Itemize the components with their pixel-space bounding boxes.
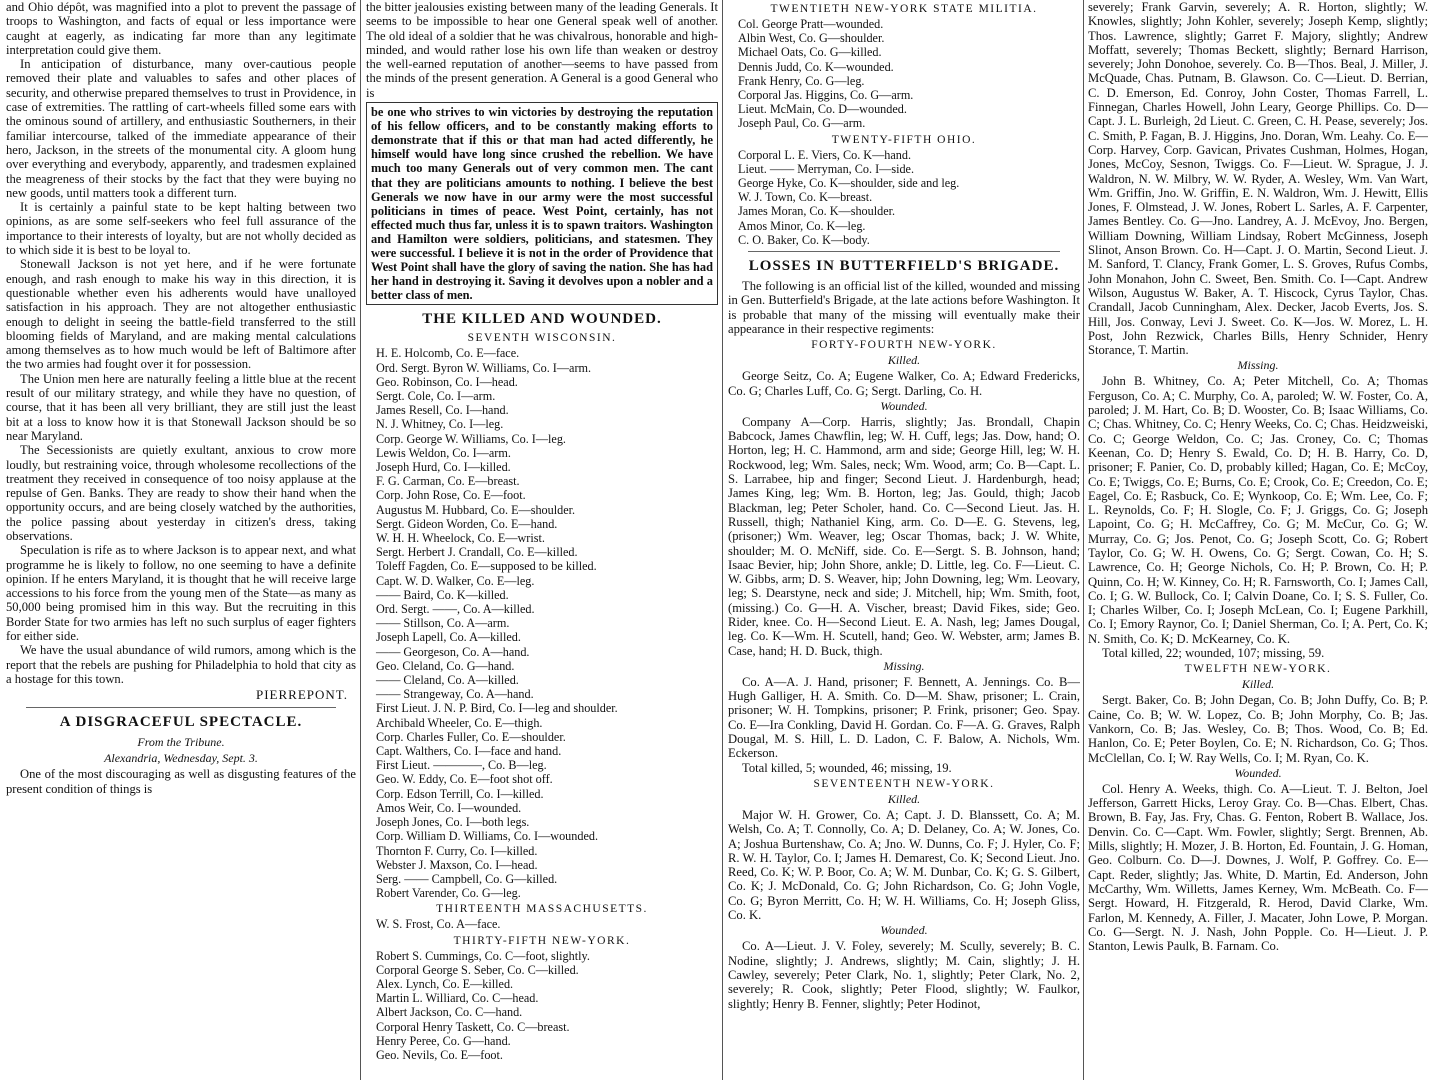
subheading-wounded: Wounded. — [880, 398, 928, 413]
column-3 — [728, 0, 1080, 1080]
regiment-heading: SEVENTH WISCONSIN. — [467, 332, 617, 345]
casualty-entry: —— Baird, Co. K—killed. — [376, 587, 509, 602]
casualty-entry: Frank Henry, Co. G—leg. — [738, 73, 865, 88]
paragraph: Major W. H. Grower, Co. A; Capt. J. D. Blanssett, Co. A; M. Welsh, Co. A; T. Connolly, Co. A; D. Delaney, Co. A; W. Jones, Co. A; Joshua Burtenshaw, Co. A; Jno. W. Dunns, Co. F; J. Hyler, Co. F; R. W. H. Taylor, Co. I; James H. Demarest, Co. K; Second Lieut. Jno. Reed, Co. K; W. P. Boor, Co. A; W. M. Dunbar, Co. K; G. S. Gilbert, Co. K; J. McDonald, Co. G; John Richardson, Co. G; John Vogle, Co. G; Byron Merritt, Co. H; W. H. Williams, Co. H; Joseph Gliss, Co. K. — [728, 807, 1080, 923]
paragraph: the bitter jealousies existing between many of the leading Generals. It seems to be impossible to hear one General speak well of another. The old ideal of a soldier that he was chivalrous, honorable and high-minded, and would rather lose his own life than weaken or destroy the well-earned reputation of another—seems to have passed from the minds of the present generation. A General is a good General who is — [366, 0, 718, 100]
article-source: From the Tribune. — [137, 735, 225, 750]
paragraph: Col. Henry A. Weeks, thigh. Co. A—Lieut. T. J. Belton, Joel Jefferson, Garrett Hicks, Leroy Gray. Co. B—Chas. Elbert, Chas. Brown, B. Fay, Jas. Fry, Chas. G. Fenton, Robert B. Wallace, Jos. Denvin. Co. C—Capt. Wm. Fowler, slightly; Sergt. Brennen, Ab. Mills, slightly; H. Mozer, J. B. Horton, Ed. Fountain, J. G. Homan, Geo. Colburn. Co. D—J. Downes, J. Wolf, P. Goffrey. Co. E—Capt. Reder, slightly; Jas. White, D. Martin, Ed. Anderson, John McCarthy, Wm. Willetts, James Kerney, Wm. McBeath. Co. F—Sergt. Howard, H. Fitzgerald, R. Herod, David Clarke, Wm. Farlon, M. Kennedy, A. Filler, J. Macater, John Lowe, P. Morgan. Co. G—Sergt. N. J. Nash, John Popple. Co. H—Lieut. J. P. Stanton, Lewis Paulk, B. Farnam. Co. — [1088, 781, 1428, 954]
article-heading: A DISGRACEFUL SPECTACLE. — [59, 714, 303, 731]
total-line: Total killed, 22; wounded, 107; missing, 59. — [1102, 646, 1325, 661]
regiment-heading: SEVENTEENTH NEW-YORK. — [813, 777, 995, 790]
casualty-entry: Toleff Fagden, Co. E—supposed to be killed. — [376, 559, 597, 574]
casualty-entry: Geo. Robinson, Co. I—head. — [376, 374, 518, 389]
casualty-entry: Alex. Lynch, Co. E—killed. — [376, 976, 514, 991]
casualty-entry: Ord. Sergt. ——, Co. A—killed. — [376, 602, 535, 617]
casualty-entry: Corp. George W. Williams, Co. I—leg. — [376, 431, 566, 446]
column-4 — [1088, 0, 1428, 1080]
casualty-list — [366, 949, 718, 1063]
paragraph: Co. A—Lieut. J. V. Foley, severely; M. Scully, severely; B. C. Nodine, slightly; J. Andrews, slightly; M. Cain, slightly; J. H. Cawley, severely; Peter Clark, No. 1, slightly; Peter Clark, No. 2, severely; R. Cook, slightly; Peter Flood, slightly; W. Faulkor, slightly; Henry B. Fenner, slightly; Peter Hodinot, — [728, 939, 1080, 1011]
paragraph: Speculation is rife as to where Jackson is to appear next, and what programme he is likely to follow, no one seeming to have a definite opinion. If he enters Maryland, it is thought that he will receive large accessions to his force from the young men of the State—as many as 50,000 being promised him in this way. But the recruiting in this Border State for two armies has left no such surplus of eager fighters for either side. — [6, 543, 356, 644]
divider — [748, 251, 1060, 252]
casualty-entry: W. H. H. Wheelock, Co. E—wrist. — [376, 531, 545, 546]
casualty-entry: Col. George Pratt—wounded. — [738, 17, 884, 31]
paragraph: We have the usual abundance of wild rumors, among which is the report that the rebels are pushing for Philadelphia to hold that city as a hostage for this town. — [6, 643, 356, 686]
paragraph: be one who strives to win victories by destroying the reputation of his fellow officers, and to be constantly making efforts to demonstrate that if this or that man had acted differently, he himself would have long since crushed the rebellion. We have much too many Generals out of very common men. The cant that they are politicians amounts to nothing. I believe the best Generals we now have in our army were the most successful politicians in times of peace. West Point, certainly, has not effected much thus far, unless it is to spawn traitors. Washington and Hamilton were soldiers, politicians, and statesmen. They were successful. I believe it is not in the order of Providence that West Point shall have the glory of saving the nation. She has had her hand in destroying it. Saving it devolves upon a nobler and a better class of men. — [371, 105, 713, 303]
column-rule — [1083, 0, 1084, 1080]
casualty-entry: James Moran, Co. K—shoulder. — [738, 204, 896, 219]
casualty-entry: Lieut. McMain, Co. D—wounded. — [738, 102, 907, 117]
regiment-heading: FORTY-FOURTH NEW-YORK. — [811, 339, 997, 352]
regiment-heading: TWENTY-FIFTH OHIO. — [831, 133, 977, 146]
casualty-entry: Dennis Judd, Co. K—wounded. — [738, 59, 894, 74]
casualty-entry: C. O. Baker, Co. K—body. — [738, 232, 870, 247]
paragraph: Stonewall Jackson is not yet here, and if he were fortunate enough, and rash enough to make his way in this direction, it is questionable whether even his adherents would have unalloyed satisfaction in his approach. They are not altogether enthusiastic enough to delight in seeing the battle-field transferred to the still blooming fields of Maryland, and are making mental calculations among themselves as to how much would be left of Baltimore after the two armies had fought over it for possession. — [6, 257, 356, 372]
casualty-entry: —— Georgeson, Co. A—hand. — [376, 644, 530, 659]
subheading-wounded: Wounded. — [880, 923, 928, 938]
paragraph: severely; Frank Garvin, severely; A. R. Horton, slightly; W. Knowles, slightly; John Kohler, severely; Joseph Kemp, slightly; Thos. Lawrence, slightly; Garret F. Majory, slightly; Andrew Moffatt, severely; Thomas Beckett, slightly; Bernard Harrison, severely; John Donohoe, severely. Co. B—Thos. Beal, J. Miller, J. McQuade, Chas. Putnam, B. Glawson. Co. C—Lieut. D. Berrian, C. D. Emerson, Ed. Conroy, John Coster, Thomas Farrell, L. Finnegan, Charles Howell, John Leary, George Phillips. Co. D—Capt. J. L. Burleigh, 2d Lieut. C. Green, C. H. Pease, severely; Jos. C. Smith, P. Fagan, B. J. Higgins, Jno. Doran, Wm. Leahy. Co. E—Corp. Harvey, Corp. Gavican, Privates Cushman, Holmes, Hogan, Jones, McCoy, Sesnon, Twiggs. Co. F—Lieut. W. Sprague, J. J. Waldron, N. W. Milbry, W. W. Ryder, A. Wesley, Wm. Van Wart, Wm. Griffin, Jno. W. Griffin, E. N. Waldron, Wm. J. Hewitt, Ellis Jones, F. Olmstead, J. W. Jones, Robert L. Sarles, A. F. Carpenter, James Bentley. Co. G—Jno. Landrey, A. J. McEvoy, Jno. Bergen, William Downing, William Lindsay, Robert McGinness, Joseph Slinot, Anson Brown. Co. H—Capt. J. O. Martin, Second Lieut. J. M. Sanford, T. Clancy, Frank Gomer, L. S. Groves, Rufus Combs, John Monahon, John C. Sweet, Ben. Smith. Co. I—Capt. Andrew Wilson, Augustus W. Baker, A. T. Hiscock, Cyrus Taylor, Chas. Crandall, Jacob Cunningham, Alex. Decker, Jacob Everts, Jos. S. Hill, Jos. Conway, Levi J. Sweet. Co. K—Jos. W. Morez, L. H. Post, John Rezwick, Charles Bills, Henry Schnider, Henry Storance, T. Martin. — [1088, 0, 1428, 358]
paragraph: The Secessionists are quietly exultant, anxious to crow more loudly, but restraining voice, through wholesome recollections of the treatment they received in consequence of too noisy applause at the repulse of Gen. Banks. They are ready to show their hand when the opportunity occurs, and are being closely watched by the authorities, the police passing about yesterday in citizen's dress, taking observations. — [6, 443, 356, 543]
casualty-entry: F. G. Carman, Co. E—breast. — [376, 474, 520, 489]
casualty-entry: Corp. Edson Terrill, Co. I—killed. — [376, 786, 544, 801]
casualty-entry: Corporal Jas. Higgins, Co. G—arm. — [738, 88, 914, 103]
subheading-missing: Missing. — [1237, 358, 1279, 373]
casualty-entry: Corporal L. E. Viers, Co. K—hand. — [738, 147, 912, 162]
casualty-list — [366, 917, 718, 931]
subheading-missing: Missing. — [883, 658, 925, 673]
casualty-entry: Amos Minor, Co. K—leg. — [738, 218, 866, 233]
paragraph: It is certainly a painful state to be kept halting between two opinions, as are some self-seekers who feel full assurance of the importance to their interests of loyalty, but are not wholly decided as to which side it is best to be loyal to. — [6, 200, 356, 258]
casualty-entry: Joseph Jones, Co. I—both legs. — [376, 815, 530, 830]
paragraph: Sergt. Baker, Co. B; John Degan, Co. B; John Duffy, Co. B; P. Caine, Co. B; W. W. Lopez, Co. B; John Morphy, Co. B; Jas. Vankorn, Co. B; Jas. Wesley, Co. B; Thos. Wood, Co. B; Ed. Hanlon, Co. E; Peter Boylen, Co. E; N. Richardson, Co. G; Thos. McClellan, Co. I; W. Ray Wells, Co. I; M. Ryan, Co. K. — [1088, 693, 1428, 765]
casualty-entry: W. S. Frost, Co. A—face. — [376, 917, 501, 932]
casualty-entry: Martin L. Williard, Co. C—head. — [376, 991, 539, 1006]
casualty-entry: Robert S. Cummings, Co. C—foot, slightly. — [376, 948, 590, 963]
casualty-entry: Geo. W. Eddy, Co. E—foot shot off. — [376, 772, 553, 787]
regiment-heading: THIRTEENTH MASSACHUSETTS. — [436, 903, 648, 916]
casualty-entry: —— Strangeway, Co. A—hand. — [376, 687, 534, 702]
paragraph: John B. Whitney, Co. A; Peter Mitchell, Co. A; Thomas Ferguson, Co. A; C. Murphy, Co. A, paroled; W. W. Foster, Co. A, paroled; J. M. Hart, Co. B; D. Wooster, Co. B; Isaac Williams, Co. C; Chas. Whitney, Co. C; Henry Weeks, Co. C; Chas. Heidzweiski, Co. C; George Weldon, Co. C; Jas. Croney, Co. C; Thomas Keenan, Co. D; Henry S. Ewald, Co. D; H. B. Harry, Co. D, prisoner; F. Panier, Co. D, probably killed; Hagan, Co. E; McCoy, Co. E; Twiggs, Co. E; Burns, Co. E; Crook, Co. E; Creedon, Co. E; Eagel, Co. E; Rasbuck, Co. E; Wynkoop, Co. E; Wm. Lee, Co. F; L. Reynolds, Co. F; H. Slogle, Co. F; J. Griggs, Co. G; Joseph Lapoint, Co. G; H. McCaffrey, Co. G; M. McCur, Co. G; W. Murray, Co. G; Jos. Penot, Co. G; Joseph Scott, Co. G; Robert Taylor, Co. G; W. H. Owens, Co. G; Sergt. Cowan, Co. H; S. Lawrence, Co. H; George Nichols, Co. H; P. Brown, Co. H; P. Quinn, Co. H; W. Kinney, Co. H; R. Farnsworth, Co. I; James Call, Co. I; G. W. Bullock, Co. I; Calvin Doane, Co. I; S. S. Fuller, Co. I; Charles Wilber, Co. I; Joseph McLean, Co. I; Eugene Parkhill, Co. I; Emory Raynor, Co. I; Daniel Sherman, Co. I; A. Pert, Co. K; N. Smith, Co. K; D. McKearney, Co. K. — [1088, 374, 1428, 646]
paragraph: Co. A—A. J. Hand, prisoner; F. Bennett, A. Jennings. Co. B—Hugh Galliger, H. A. Smith. Co. D—M. Shaw, prisoner; L. Crain, prisoner; W. H. Tompkins, prisoner; P. Frink, prisoner; Geo. Spay. Co. E—Ira Conkling, David H. Gordan. Co. F—A. G. Graves, Ralph Dougal, M. S. Hill, L. D. Ladon, C. F. Balow, A. Nichols, Wm. Eckerson. — [728, 674, 1080, 761]
casualty-entry: Albert Jackson, Co. C—hand. — [376, 1005, 523, 1020]
regiment-heading: THIRTY-FIFTH NEW-YORK. — [453, 934, 631, 947]
casualty-entry: Capt. Walthers, Co. I—face and hand. — [376, 744, 562, 759]
casualty-entry: First Lieut. ————, Co. B—leg. — [376, 758, 547, 773]
paragraph: and Ohio dépôt, was magnified into a plot to prevent the passage of troops to Washington, and facts of equal or less importance were caught at eagerly, as indicating far more than any legitimate interpretation could give them. — [6, 0, 356, 57]
casualty-entry: Robert Varender, Co. G—leg. — [376, 886, 521, 901]
casualty-entry: Serg. —— Campbell, Co. G—killed. — [376, 871, 558, 886]
casualty-entry: Corp. Charles Fuller, Co. E—shoulder. — [376, 729, 566, 744]
paragraph: The Union men here are naturally feeling a little blue at the recent result of our military strategy, and while they have no question, of course, that it has been all very brilliant, they are still just the least bit at a loss to know how it is that Stonewall Jackson should be so near Maryland. — [6, 371, 356, 443]
casualty-entry: Henry Peree, Co. G—hand. — [376, 1033, 511, 1048]
subheading-killed: Killed. — [1241, 677, 1275, 692]
casualty-entry: Sergt. Cole, Co. I—arm. — [376, 389, 496, 403]
casualty-entry: Sergt. Gideon Worden, Co. E—hand. — [376, 516, 558, 531]
section-heading: THE KILLED AND WOUNDED. — [422, 311, 662, 328]
total-line: Total killed, 5; wounded, 46; missing, 19. — [742, 760, 952, 775]
casualty-entry: Joseph Paul, Co. G—arm. — [738, 116, 866, 131]
casualty-entry: Sergt. Herbert J. Crandall, Co. E—killed. — [376, 545, 578, 560]
casualty-entry: N. J. Whitney, Co. I—leg. — [376, 417, 504, 432]
casualty-entry: Albin West, Co. G—shoulder. — [738, 31, 885, 46]
regiment-heading: TWENTIETH NEW-YORK STATE MILITIA. — [770, 3, 1038, 15]
casualty-entry: First Lieut. J. N. P. Bird, Co. I—leg and shoulder. — [376, 701, 618, 716]
paragraph: In anticipation of disturbance, many over-cautious people removed their plate and valuables to safes and other places of security, and otherwise prepared themselves to trust in Providence, in case of extremities. The rattling of cart-wheels filled some ears with the ominous sound of artillery, and enthusiastic Southerners, in their familiar intercourse, talked of the immediate appearance of their hero, Jackson, in the streets of the monumental city. A gloom hung over everything and everybody, apparently, and tradesmen explained the meagreness of their stocks by the fact that they were buying no new goods, until matters took a different turn. — [6, 57, 356, 200]
paragraph: George Seitz, Co. A; Eugene Walker, Co. A; Edward Fredericks, Co. G; Charles Luff, Co. G; Sergt. Darling, Co. H. — [728, 369, 1080, 398]
casualty-entry: Geo. Cleland, Co. G—hand. — [376, 658, 515, 673]
paragraph: Company A—Corp. Harris, slightly; Jas. Brondall, Chapin Babcock, James Chawflin, leg; W. H. Cuff, legs; Jas. Dow, hand; O. Horton, leg; H. C. Hammond, arm and side; George Hill, leg; W. H. Rockwood, leg; Wm. Sales, neck; Wm. Wood, arm; Co. B—Capt. L. S. Larrabee, hip and finger; Second Lieut. J. Hardenburgh, head; James King, leg; Wm. B. Horton, leg; Jas. Gould, thigh; Jacob Blackman, leg; Peter Scholer, hand. Co. C—Second Lieut. Jas. H. Russell, thigh; Nathaniel King, arm. Co. D—E. G. Stevens, leg, (prisoner;) Wm. Weaver, leg; Oscar Thomas, back; J. W. White, shoulder; M. O. McNiff, side. Co. E—Sergt. S. B. Johnson, hand; Isaac Bevier, hip; John Shore, ankle; D. Little, leg. Co. F—Lieut. C. W. Gibbs, arm; D. S. Weaver, hip; John Downing, leg; Wm. Leovary, leg; S. Dearstyne, neck and side; J. Mitchell, hip; Wm. Smith, foot, (missing.) Co. G—H. A. Vischer, breast; David Fikes, side; Geo. Rider, knee. Co. H—Second Lieut. E. A. Nash, leg; James Dougal, leg. Co. K—Wm. H. Scutell, hand; Geo. W. Webster, arm; James B. Case, hand; H. D. Buck, thigh. — [728, 414, 1080, 658]
article-dateline: Alexandria, Wednesday, Sept. 3. — [104, 751, 258, 766]
section-heading: LOSSES IN BUTTERFIELD'S BRIGADE. — [748, 258, 1060, 275]
signature: PIERREPONT. — [255, 687, 348, 703]
column-rule — [360, 0, 361, 1080]
casualty-entry: —— Cleland, Co. A—killed. — [376, 673, 519, 688]
casualty-entry: H. E. Holcomb, Co. E—face. — [376, 346, 520, 361]
casualty-entry: Archibald Wheeler, Co. E—thigh. — [376, 715, 543, 730]
regiment-heading: TWELFTH NEW-YORK. — [1184, 663, 1332, 676]
casualty-list — [366, 346, 718, 900]
casualty-entry: James Resell, Co. I—hand. — [376, 403, 509, 418]
casualty-entry: Amos Weir, Co. I—wounded. — [376, 800, 522, 815]
column-rule — [722, 0, 723, 1080]
casualty-entry: Joseph Lapell, Co. A—killed. — [376, 630, 521, 645]
casualty-entry: Joseph Hurd, Co. I—killed. — [376, 460, 511, 475]
casualty-entry: Webster J. Maxson, Co. I—head. — [376, 857, 538, 872]
casualty-entry: —— Stillson, Co. A—arm. — [376, 616, 510, 631]
paragraph: One of the most discouraging as well as disgusting features of the present condition of things is — [6, 767, 356, 796]
column-1 — [6, 0, 356, 1080]
casualty-list — [728, 148, 1080, 247]
boxed-passage — [366, 102, 718, 305]
casualty-list — [728, 17, 1080, 131]
casualty-entry: Lewis Weldon, Co. I—arm. — [376, 445, 511, 460]
casualty-entry: Geo. Nevils, Co. E—foot. — [376, 1047, 503, 1062]
subheading-wounded: Wounded. — [1234, 765, 1282, 780]
casualty-entry: Augustus M. Hubbard, Co. E—shoulder. — [376, 502, 576, 517]
subheading-killed: Killed. — [887, 791, 921, 806]
casualty-entry: Lieut. —— Merryman, Co. I—side. — [738, 161, 915, 176]
casualty-entry: Michael Oats, Co. G—killed. — [738, 45, 882, 60]
casualty-entry: Corporal Henry Taskett, Co. C—breast. — [376, 1019, 570, 1034]
column-2 — [366, 0, 718, 1080]
casualty-entry: Corp. John Rose, Co. E—foot. — [376, 488, 526, 503]
casualty-entry: Thornton F. Curry, Co. I—killed. — [376, 843, 538, 858]
casualty-entry: Capt. W. D. Walker, Co. E—leg. — [376, 573, 535, 588]
casualty-entry: George Hyke, Co. K—shoulder, side and leg. — [738, 176, 960, 191]
casualty-entry: Corporal George S. Seber, Co. C—killed. — [376, 962, 579, 977]
casualty-entry: Ord. Sergt. Byron W. Williams, Co. I—arm. — [376, 360, 592, 375]
casualty-entry: Corp. William D. Williams, Co. I—wounded. — [376, 829, 598, 844]
casualty-entry: W. J. Town, Co. K—breast. — [738, 190, 873, 205]
paragraph: The following is an official list of the killed, wounded and missing in Gen. Butterfield's Brigade, at the late actions before Washington. It is probable that many of the missing will eventually make their appearance in their respective regiments: — [728, 279, 1080, 336]
divider — [26, 707, 336, 708]
subheading-killed: Killed. — [887, 353, 921, 368]
